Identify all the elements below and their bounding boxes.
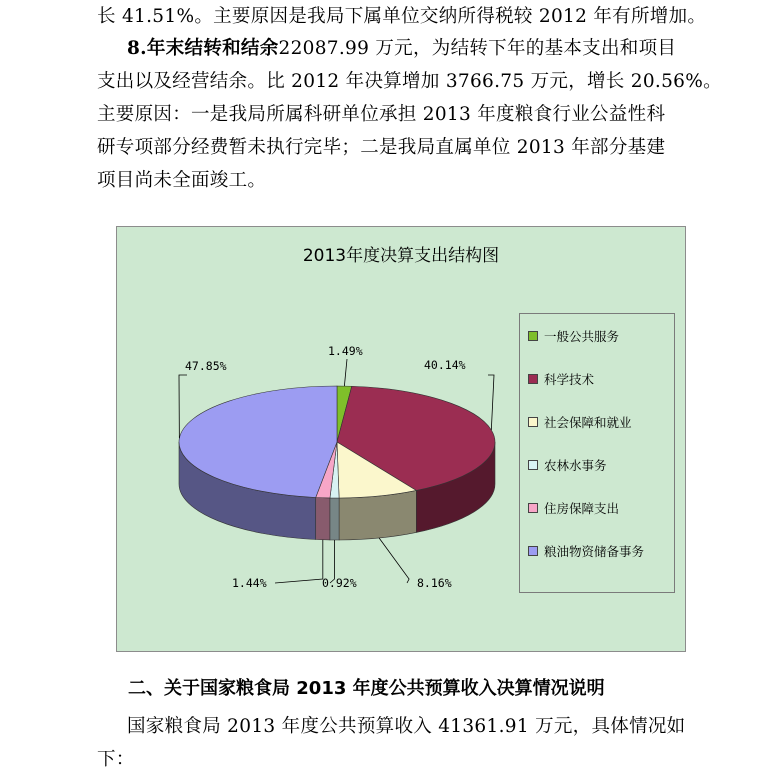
- pie-chart-panel: [116, 226, 686, 652]
- chart-legend: [519, 313, 675, 593]
- percent-label-4: 1.44%: [232, 576, 267, 590]
- paragraph-line: 支出以及经营结余。比 2012 年决算增加 3766.75 万元，增长 20.56%。: [97, 71, 722, 92]
- paragraph-line: [97, 32, 687, 65]
- percent-label-5: 47.85%: [185, 359, 227, 373]
- percent-label-3: 0.92%: [322, 576, 357, 590]
- pie-side-3: [330, 498, 339, 540]
- leader-line-1: [488, 375, 494, 430]
- paragraph-line: [97, 710, 687, 743]
- legend-label: 农林水事务: [544, 458, 607, 473]
- paragraph-line: 主要原因：一是我局所属科研单位承担 2013 年度粮食行业公益性科: [97, 104, 666, 125]
- legend-swatch: [528, 417, 538, 427]
- legend-item: [528, 500, 619, 516]
- legend-label: 一般公共服务: [544, 329, 620, 344]
- legend-item: [528, 414, 632, 430]
- legend-swatch: [528, 503, 538, 513]
- text-span: 22087.99 万元，为结转下年的基本支出和项目: [278, 38, 677, 59]
- legend-item: [528, 457, 607, 473]
- paragraph-year-end-balance: [97, 32, 722, 197]
- legend-swatch: [528, 546, 538, 556]
- legend-swatch: [528, 331, 538, 341]
- legend-swatch: [528, 460, 538, 470]
- text-span: 国家粮食局 2013 年度公共预算收入 41361.91 万元，具体情况如: [127, 716, 686, 737]
- section-heading: 二、关于国家粮食局 2013 年度公共预算收入决算情况说明: [128, 678, 605, 699]
- pie-side-4: [316, 497, 330, 539]
- paragraph-line: 长 41.51%。主要原因是我局下属单位交纳所得税较 2012 年有所增加。: [97, 6, 707, 27]
- paragraph-line: 研专项部分经费暂未执行完毕；二是我局直属单位 2013 年部分基建: [97, 137, 666, 158]
- legend-label: 住房保障支出: [544, 501, 620, 516]
- section-label: 8.年末结转和结余: [127, 38, 279, 59]
- leader-line-4: [275, 540, 323, 583]
- legend-item: [528, 328, 619, 344]
- paragraph-line: 项目尚未全面竣工。: [97, 170, 267, 191]
- legend-label: 粮油物资储备事务: [544, 544, 645, 559]
- percent-label-0: 1.49%: [328, 344, 363, 358]
- percent-label-1: 40.14%: [424, 358, 466, 372]
- percent-label-2: 8.16%: [417, 576, 452, 590]
- legend-item: [528, 371, 594, 387]
- leader-line-0: [344, 359, 347, 386]
- leader-line-2: [379, 538, 409, 583]
- legend-label: 科学技术: [544, 372, 595, 387]
- legend-item: [528, 543, 644, 559]
- legend-label: 社会保障和就业: [544, 415, 632, 430]
- paragraph-revenue: [97, 710, 687, 776]
- paragraph-line: 下：: [97, 749, 135, 770]
- legend-swatch: [528, 374, 538, 384]
- chart-title: 2013年度决算支出结构图: [302, 246, 500, 266]
